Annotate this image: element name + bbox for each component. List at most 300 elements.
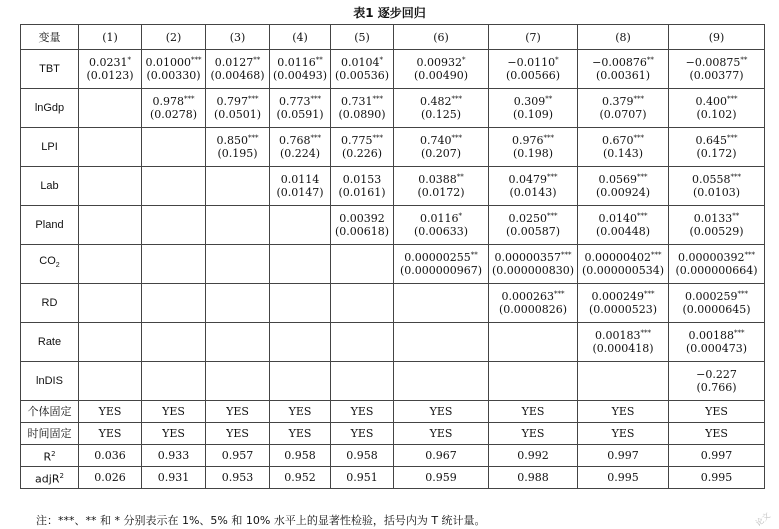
coef-value: 0.775 [341,134,373,147]
coef-value: 0.000249 [591,290,644,303]
coef-line [144,56,203,69]
significance-stars: *** [372,134,383,142]
significance-stars: *** [730,173,741,181]
std-error: (0.102) [696,108,737,121]
header-col-9: (9) [669,25,765,50]
coef-cell [578,167,669,206]
summary-value: 0.992 [489,445,578,467]
coef-cell [79,206,142,245]
header-col-3: (3) [206,25,270,50]
std-error: (0.000418) [592,342,654,355]
header-col-1: (1) [79,25,142,50]
table-row [21,362,765,401]
table-row [21,128,765,167]
coef-cell [331,245,394,284]
coef-cell [206,128,270,167]
regression-table [20,24,765,489]
std-error: (0.00587) [505,225,561,238]
significance-stars: ** [545,95,553,103]
coefficient-rows [21,50,765,401]
std-error: (0.0172) [417,186,465,199]
coef-value: 0.482 [420,95,452,108]
significance-stars: *** [734,329,745,337]
row-label [21,245,79,284]
summary-value: YES [578,401,669,423]
coef-line [208,95,267,108]
row-label-text: LPI [41,140,58,153]
coef-cell [394,167,489,206]
coef-cell [142,167,206,206]
coef-line [491,173,575,186]
coef-line [396,173,486,186]
coef-cell [669,284,765,323]
summary-value: YES [669,401,765,423]
coef-cell [331,362,394,401]
row-label [21,167,79,206]
coef-cell [79,89,142,128]
std-error: (0.00377) [689,69,744,82]
summary-label [21,423,79,445]
summary-label [21,445,79,467]
coef-value: 0.768 [279,134,311,147]
coef-line [333,134,391,147]
coef-value: 0.309 [513,95,546,108]
coef-line [491,212,575,225]
std-error: (0.0000645) [682,303,751,316]
coef-cell [270,167,331,206]
coef-cell [669,245,765,284]
coef-value: 0.773 [279,95,311,108]
coef-line [333,56,391,69]
coef-line [396,95,486,108]
std-error: (0.00536) [334,69,390,82]
std-error: (0.0000826) [498,303,568,316]
coef-value: 0.000263 [501,290,554,303]
significance-stars: *** [644,290,655,298]
coef-value: 0.797 [216,95,248,108]
summary-value: YES [79,423,142,445]
significance-stars: *** [372,95,383,103]
std-error: (0.000000830) [491,264,575,277]
significance-stars: *** [248,134,259,142]
coef-cell [142,362,206,401]
std-error: (0.207) [420,147,462,160]
row-label-text: RD [41,296,58,309]
significance-stars: ** [456,173,464,181]
summary-value: YES [394,401,489,423]
coef-line [580,212,666,225]
coef-cell [79,128,142,167]
std-error: (0.00633) [413,225,469,238]
summary-value: YES [489,401,578,423]
coef-cell [331,167,394,206]
std-error: (0.00330) [146,69,201,82]
coef-value: 0.0388 [418,173,457,186]
coef-cell [394,284,489,323]
coef-line [671,95,762,108]
summary-value: YES [394,423,489,445]
significance-stars: * [458,212,462,220]
std-error: (0.224) [279,147,321,160]
coef-cell [669,167,765,206]
summary-value: 0.997 [669,445,765,467]
summary-value: YES [79,401,142,423]
coef-value: 0.0231 [89,56,128,69]
significance-stars: *** [184,95,195,103]
summary-value: 0.959 [394,467,489,489]
table-row [21,167,765,206]
coef-line [333,173,391,186]
coef-cell [79,362,142,401]
coef-line [491,290,575,303]
coef-line [396,251,486,264]
coef-cell [669,362,765,401]
row-label-text: lnGdp [34,101,65,114]
coef-cell [270,50,331,89]
std-error: (0.00493) [272,69,328,82]
coef-value: 0.0153 [342,173,382,186]
coef-cell [578,89,669,128]
coef-value: 0.0133 [693,212,733,225]
coef-value: 0.978 [152,95,184,108]
std-error: (0.0000523) [588,303,658,316]
coef-cell [578,323,669,362]
std-error: (0.195) [217,147,258,160]
significance-stars: *** [633,95,644,103]
coef-cell [394,50,489,89]
significance-stars: *** [547,212,558,220]
coef-cell [578,206,669,245]
std-error: (0.198) [512,147,554,160]
coef-value: 0.00000402 [584,251,651,264]
table-row [21,50,765,89]
significance-stars: * [127,56,131,64]
coef-line [580,56,666,69]
coef-cell [270,206,331,245]
summary-value: 0.026 [79,467,142,489]
significance-stars: *** [310,95,321,103]
std-error: (0.0501) [213,108,262,121]
coef-value: 0.0127 [214,56,254,69]
row-label-subscript: 2 [55,262,60,270]
coef-cell [142,245,206,284]
coef-line [671,368,762,381]
row-label [21,323,79,362]
coef-line [580,329,666,342]
coef-value: 0.976 [512,134,544,147]
coef-cell [79,167,142,206]
significance-stars: *** [451,134,462,142]
summary-value: YES [489,423,578,445]
coef-cell [331,128,394,167]
coef-line [144,95,203,108]
summary-label-superscript: 2 [59,471,64,480]
significance-stars: *** [744,251,755,259]
summary-value: 0.933 [142,445,206,467]
coef-value: −0.227 [696,368,737,381]
row-label-text: lnDIS [36,374,63,387]
std-error: (0.0890) [338,108,386,121]
significance-stars: *** [554,290,565,298]
coef-value: 0.0104 [341,56,380,69]
significance-stars: ** [646,56,654,64]
coef-cell [206,323,270,362]
coef-line [580,95,666,108]
significance-stars: *** [633,134,644,142]
coef-line [671,134,762,147]
summary-value: YES [142,401,206,423]
significance-stars: * [462,56,466,64]
coef-cell [79,284,142,323]
coef-cell [142,284,206,323]
significance-stars: ** [470,251,478,259]
std-error: (0.00448) [595,225,651,238]
summary-value: YES [669,423,765,445]
coef-value: 0.0116 [420,212,459,225]
coef-line [580,290,666,303]
row-label [21,362,79,401]
coef-cell [578,284,669,323]
summary-value: YES [331,401,394,423]
header-col-5: (5) [331,25,394,50]
coef-cell [489,362,578,401]
std-error: (0.00361) [595,69,651,82]
coef-value: 0.731 [341,95,373,108]
row-label-text: Pland [35,218,64,231]
row-label-text: Lab [40,179,59,192]
coef-value: 0.0116 [277,56,316,69]
summary-label-text: 时间固定 [27,427,72,440]
coef-cell [79,50,142,89]
row-label [21,128,79,167]
coef-cell [578,245,669,284]
coef-line [491,251,575,264]
significance-stars: ** [315,56,323,64]
coef-line [580,173,666,186]
coef-value: 0.0479 [508,173,547,186]
coef-value: −0.0110 [507,56,556,69]
summary-row [21,423,765,445]
coef-value: 0.00188 [688,329,734,342]
coef-cell [669,206,765,245]
std-error: (0.125) [420,108,462,121]
std-error: (0.00618) [334,225,390,238]
table-row [21,323,765,362]
summary-value: 0.952 [270,467,331,489]
coef-cell [206,167,270,206]
significance-stars: *** [727,134,738,142]
coef-value: 0.0569 [598,173,637,186]
summary-rows [21,401,765,489]
row-label [21,50,79,89]
summary-value: 0.931 [142,467,206,489]
coef-value: 0.0114 [280,173,320,186]
coef-cell [394,245,489,284]
significance-stars: * [379,56,383,64]
row-label [21,284,79,323]
std-error: (0.0591) [276,108,324,121]
std-error: (0.0103) [692,186,741,199]
summary-row [21,445,765,467]
significance-stars: * [555,56,559,64]
row-label-text: Rate [37,335,62,348]
summary-value: YES [578,423,669,445]
coef-cell [206,245,270,284]
header-variable: 变量 [21,25,79,50]
summary-value: 0.995 [578,467,669,489]
coef-value: 0.00392 [339,212,385,225]
significance-stars: *** [543,134,554,142]
row-label-text: TBT [39,62,60,75]
coef-line [396,56,486,69]
header-col-6: (6) [394,25,489,50]
coef-value: 0.00000357 [494,251,561,264]
significance-stars: *** [191,56,202,64]
coef-cell [270,89,331,128]
coef-line [208,134,267,147]
coef-cell [331,206,394,245]
coef-line [333,95,391,108]
coef-cell [394,89,489,128]
summary-value: 0.997 [578,445,669,467]
significance-stars: *** [547,173,558,181]
table-row [21,206,765,245]
coef-cell [206,50,270,89]
coef-value: −0.00876 [592,56,647,69]
coef-line [272,134,328,147]
coef-cell [79,323,142,362]
coef-value: 0.645 [695,134,727,147]
coef-value: 0.0250 [508,212,547,225]
std-error: (0.0147) [276,186,324,199]
summary-value: YES [270,401,331,423]
coef-cell [331,50,394,89]
summary-value: 0.036 [79,445,142,467]
coef-line [272,95,328,108]
summary-value: YES [270,423,331,445]
coef-value: 0.400 [695,95,727,108]
coef-line [671,56,762,69]
coef-cell [489,206,578,245]
significance-stars: ** [740,56,748,64]
coef-cell [142,323,206,362]
std-error: (0.00468) [210,69,265,82]
coef-cell [331,89,394,128]
coef-line [396,212,486,225]
row-label-text: CO [39,255,56,268]
coef-line [580,134,666,147]
coef-cell [489,167,578,206]
std-error: (0.0161) [338,186,386,199]
coef-cell [206,284,270,323]
header-col-4: (4) [270,25,331,50]
coef-value: −0.00875 [685,56,741,69]
coef-cell [394,323,489,362]
coef-line [671,173,762,186]
coef-cell [578,50,669,89]
coef-line [81,56,139,69]
std-error: (0.00529) [689,225,744,238]
significance-stars: ** [732,212,740,220]
coef-line [333,212,391,225]
summary-value: 0.988 [489,467,578,489]
coef-value: 0.00183 [595,329,641,342]
std-error: (0.00490) [413,69,469,82]
table-row [21,284,765,323]
significance-stars: *** [637,173,648,181]
summary-value: 0.967 [394,445,489,467]
coef-cell [394,362,489,401]
summary-label-text: adjR [35,472,60,486]
std-error: (0.143) [602,147,644,160]
coef-value: 0.740 [420,134,452,147]
coef-value: 0.0140 [598,212,637,225]
coef-cell [578,128,669,167]
coef-value: 0.00000255 [404,251,471,264]
std-error: (0.172) [696,147,737,160]
coef-cell [270,323,331,362]
coef-cell [206,89,270,128]
coef-cell [331,284,394,323]
std-error: (0.000000664) [675,264,758,277]
significance-stars: *** [737,290,748,298]
std-error: (0.000473) [685,342,748,355]
header-row [21,25,765,50]
coef-line [491,95,575,108]
significance-stars: *** [727,95,738,103]
coef-cell [669,50,765,89]
coef-value: 0.01000 [145,56,191,69]
header-col-2: (2) [142,25,206,50]
summary-value: YES [206,401,270,423]
table-row [21,89,765,128]
significance-stars: *** [310,134,321,142]
coef-cell [142,206,206,245]
std-error: (0.226) [341,147,383,160]
coef-line [671,290,762,303]
summary-value: 0.951 [331,467,394,489]
coef-cell [489,50,578,89]
coef-cell [669,89,765,128]
coef-cell [270,284,331,323]
std-error: (0.0123) [86,69,134,82]
significance-stars: *** [560,251,572,259]
coef-cell [142,128,206,167]
coef-cell [142,50,206,89]
coef-cell [489,323,578,362]
significance-stars: *** [248,95,259,103]
coef-cell [489,284,578,323]
coef-value: 0.00932 [416,56,462,69]
std-error: (0.0707) [599,108,647,121]
coef-value: 0.670 [602,134,634,147]
std-error: (0.0143) [509,186,557,199]
coef-cell [669,128,765,167]
std-error: (0.0278) [149,108,198,121]
coef-line [671,212,762,225]
coef-cell [489,245,578,284]
coef-cell [142,89,206,128]
coef-cell [394,206,489,245]
coef-cell [270,245,331,284]
coef-value: 0.379 [602,95,634,108]
std-error: (0.00566) [505,69,561,82]
table-title: 表1 逐步回归 [353,6,426,20]
coef-line [396,134,486,147]
header-col-8: (8) [578,25,669,50]
std-error: (0.766) [696,381,737,394]
coef-line [272,173,328,186]
